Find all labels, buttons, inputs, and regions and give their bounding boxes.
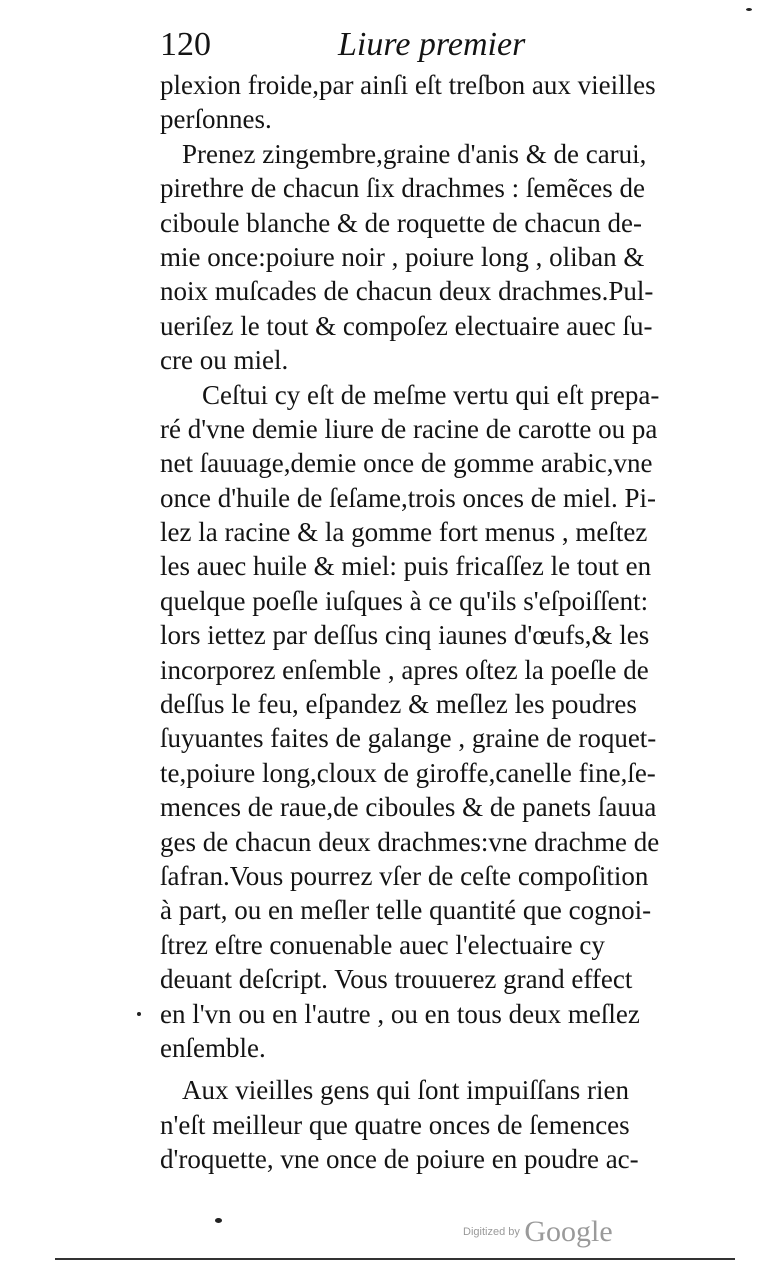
body-text bbox=[160, 68, 690, 1177]
ink-speck bbox=[746, 8, 752, 11]
page-header bbox=[160, 20, 700, 70]
text-line: cre ou miel. bbox=[160, 345, 289, 376]
text-line: quelque poeſle iuſques à ce qu'ils s'eſpoiſſent: bbox=[160, 585, 649, 616]
text-line: once d'huile de ſeſame,trois onces de miel. Pi- bbox=[160, 482, 656, 513]
text-line: noix muſcades de chacun deux drachmes.Pul- bbox=[160, 276, 654, 307]
text-line: n'eſt meilleur que quatre onces de ſemences bbox=[160, 1109, 630, 1140]
ink-speck bbox=[137, 1012, 141, 1016]
paragraph bbox=[160, 1073, 690, 1176]
paragraph bbox=[160, 137, 690, 378]
text-line: les auec huile & miel: puis fricaſſez le tout en bbox=[160, 551, 652, 582]
text-line: ré d'vne demie liure de racine de carotte ou pa bbox=[160, 413, 658, 444]
text-line: Ceſtui cy eſt de meſme vertu qui eſt prepa- bbox=[202, 379, 660, 410]
paragraph bbox=[160, 378, 690, 1074]
text-line: te,poiure long,cloux de giroffe,canelle fine,ſe- bbox=[160, 757, 656, 788]
text-line: deuant deſcript. Vous trouuerez grand effect bbox=[160, 964, 633, 995]
text-line: ſafran.Vous pourrez vſer de ceſte compoſition bbox=[160, 860, 649, 891]
paragraph bbox=[160, 68, 690, 137]
ink-speck bbox=[215, 1218, 222, 1223]
text-line: lez la racine & la gomme fort menus , meſtez bbox=[160, 517, 648, 548]
bottom-scan-edge bbox=[55, 1258, 735, 1260]
google-logo: Google bbox=[524, 1215, 613, 1248]
text-line: enſemble. bbox=[160, 1032, 266, 1063]
text-line: ſuyuantes faites de galange , graine de roquet- bbox=[160, 723, 657, 754]
text-line: ges de chacun deux drachmes:vne drachme de bbox=[160, 826, 660, 857]
text-line: ueriſez le tout & compoſez electuaire auec ſu- bbox=[160, 310, 653, 341]
text-line: deſſus le feu, eſpandez & meſlez les poudres bbox=[160, 689, 637, 720]
text-line: Prenez zingembre,graine d'anis & de carui, bbox=[182, 138, 647, 169]
text-line: à part, ou en meſler telle quantité que cognoi- bbox=[160, 895, 652, 926]
text-line: mences de raue,de ciboules & de panets ſauua bbox=[160, 792, 657, 823]
text-line: mie once:poiure noir , poiure long , oliban & bbox=[160, 241, 645, 272]
text-line: ſtrez eſtre conuenable auec l'electuaire cy bbox=[160, 929, 605, 960]
text-line: net ſauuage,demie once de gomme arabic,vne bbox=[160, 448, 653, 479]
digitized-by-google-watermark bbox=[463, 1215, 613, 1249]
page-number: 120 bbox=[160, 26, 211, 63]
running-head: Liure premier bbox=[338, 26, 526, 63]
text-line: incorporez enſemble , apres oſtez la poeſle de bbox=[160, 654, 649, 685]
text-line: en l'vn ou en l'autre , ou en tous deux meſlez bbox=[160, 998, 640, 1029]
text-line: pirethre de chacun ſix drachmes : ſemẽces de bbox=[160, 173, 646, 204]
text-line: ciboule blanche & de roquette de chacun de- bbox=[160, 207, 643, 238]
text-line: Aux vieilles gens qui ſont impuiſſans rien bbox=[182, 1075, 629, 1106]
text-line: plexion froide,par ainſi eſt treſbon aux vieilles bbox=[160, 70, 656, 100]
text-line: d'roquette, vne once de poiure en poudre ac- bbox=[160, 1144, 639, 1175]
text-line: perſonnes. bbox=[160, 104, 272, 135]
text-line: lors iettez par deſſus cinq iaunes d'œufs,& les bbox=[160, 620, 650, 651]
paragraph-gap bbox=[160, 1065, 690, 1073]
digitized-by-label: Digitized by bbox=[463, 1226, 520, 1238]
